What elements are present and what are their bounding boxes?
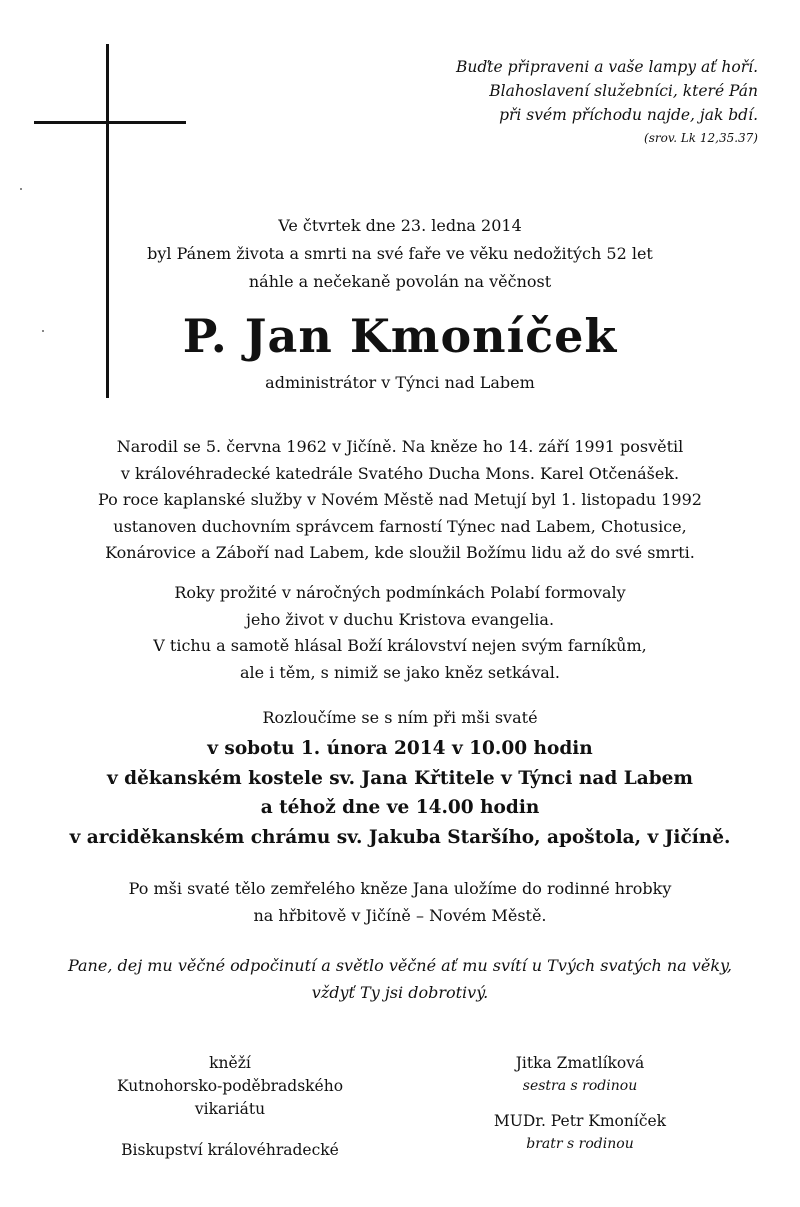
signature-clergy: [100, 1052, 360, 1162]
biography-line: Narodil se 5. června 1962 v Jičíně. Na kněze ho 14. září 1991 posvětil: [116, 437, 684, 456]
farewell-detail-line: a téhož dne ve 14.00 hodin: [260, 797, 540, 818]
biography-line: Konárovice a Záboří nad Labem, kde sloužil Božímu lidu až do své smrti.: [105, 543, 695, 562]
tribute: [0, 580, 800, 686]
motto-line: při svém příchodu najde, jak bdí.: [499, 106, 758, 124]
tribute-line: V tichu a samotě hlásal Boží království nejen svým farníkům,: [153, 636, 647, 655]
farewell-detail-line: v arciděkanském chrámu sv. Jakuba Staršího, apoštola, v Jičíně.: [69, 826, 731, 848]
biography-line: ustanoven duchovním správcem farností Týnec nad Labem, Chotusice,: [113, 516, 687, 536]
cross-horizontal-bar: [34, 121, 186, 124]
burial-info: [0, 876, 800, 929]
burial-line: Po mši svaté tělo zemřelého kněze Jana uložíme do rodinné hrobky: [128, 879, 672, 898]
biography-line: v královéhradecké katedrále Svatého Ducha Mons. Karel Otčenášek.: [120, 463, 680, 483]
farewell-detail-line: v sobotu 1. února 2014 v 10.00 hodin: [207, 738, 593, 759]
farewell-intro: Rozloučíme se s ním při mši svaté: [262, 708, 538, 727]
death-announcement: [0, 212, 800, 296]
prayer-line: Pane, dej mu věčné odpočinutí a světlo věčné ať mu svítí u Tvých svatých na věky,: [67, 956, 733, 975]
biography-line: Po roce kaplanské služby v Novém Městě nad Metují byl 1. listopadu 1992: [98, 490, 702, 509]
motto-line: Buďte připraveni a vaše lampy ať hoří.: [455, 58, 758, 76]
clergy-line: kněží: [209, 1054, 251, 1072]
scan-speck: [20, 188, 22, 190]
tribute-line: Roky prožité v náročných podmínkách Polabí formovaly: [174, 583, 626, 602]
farewell-detail-line: v děkanském kostele sv. Jana Křtitele v Týnci nad Labem: [106, 767, 693, 789]
clergy-line: Kutnohorsko-poděbradského: [116, 1077, 344, 1095]
burial-line: na hřbitově v Jičíně – Novém Městě.: [253, 905, 547, 925]
family-member-relation: bratr s rodinou: [526, 1136, 634, 1152]
deceased-name: P. Jan Kmoníček: [182, 309, 618, 363]
scripture-motto: [456, 55, 758, 149]
signature-family: [480, 1052, 680, 1156]
prayer-line: vždyť Ty jsi dobrotivý.: [311, 982, 489, 1002]
deceased-title: administrátor v Týnci nad Labem: [265, 373, 535, 392]
biography: [0, 434, 800, 567]
tribute-line: ale i těm, s nimiž se jako kněz setkával.: [240, 662, 560, 682]
clergy-line: vikariátu: [194, 1100, 266, 1118]
closing-prayer: [0, 953, 800, 1006]
tribute-line: jeho život v duchu Kristova evangelia.: [245, 609, 555, 629]
diocese-name: Biskupství královéhradecké: [121, 1141, 339, 1159]
family-member-name: Jitka Zmatlíková: [515, 1054, 645, 1072]
family-member-relation: sestra s rodinou: [522, 1078, 638, 1094]
family-member-name: MUDr. Petr Kmoníček: [493, 1112, 667, 1130]
intro-line: Ve čtvrtek dne 23. ledna 2014: [278, 216, 522, 235]
motto-reference: (srov. Lk 12,35.37): [644, 131, 758, 145]
motto-line: Blahoslavení služebníci, které Pán: [489, 82, 758, 100]
intro-line: byl Pánem života a smrti na své faře ve věku nedožitých 52 let: [147, 244, 653, 263]
intro-line: náhle a nečekaně povolán na věčnost: [248, 272, 552, 291]
farewell-details: [0, 734, 800, 852]
